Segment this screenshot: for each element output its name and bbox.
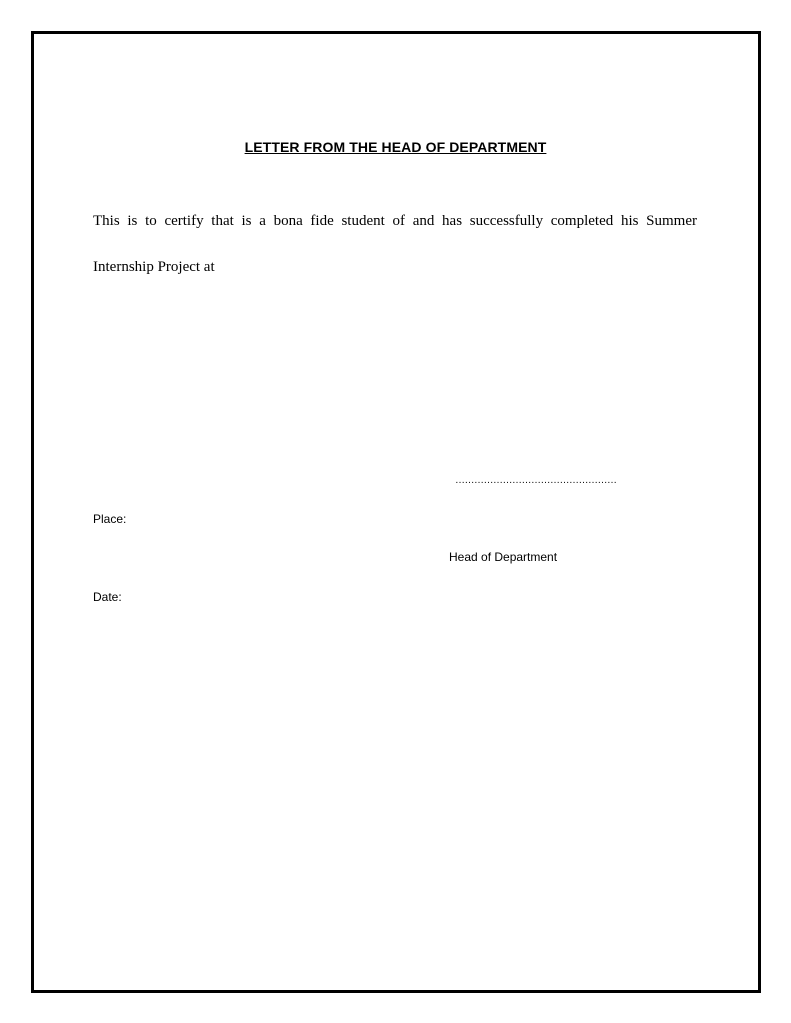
date-label: Date:: [93, 590, 122, 604]
signatory-title: Head of Department: [449, 550, 558, 564]
certificate-body-line-2: Internship Project at: [93, 259, 215, 275]
signature-line: ……………………………………………: [455, 475, 617, 486]
letter-title: LETTER FROM THE HEAD OF DEPARTMENT: [244, 139, 547, 155]
place-label: Place:: [93, 512, 127, 526]
certificate-body-line-1: This is to certify that is a bona fide student of and has successfully completed his Summer: [93, 213, 697, 229]
page-border: [31, 31, 761, 993]
